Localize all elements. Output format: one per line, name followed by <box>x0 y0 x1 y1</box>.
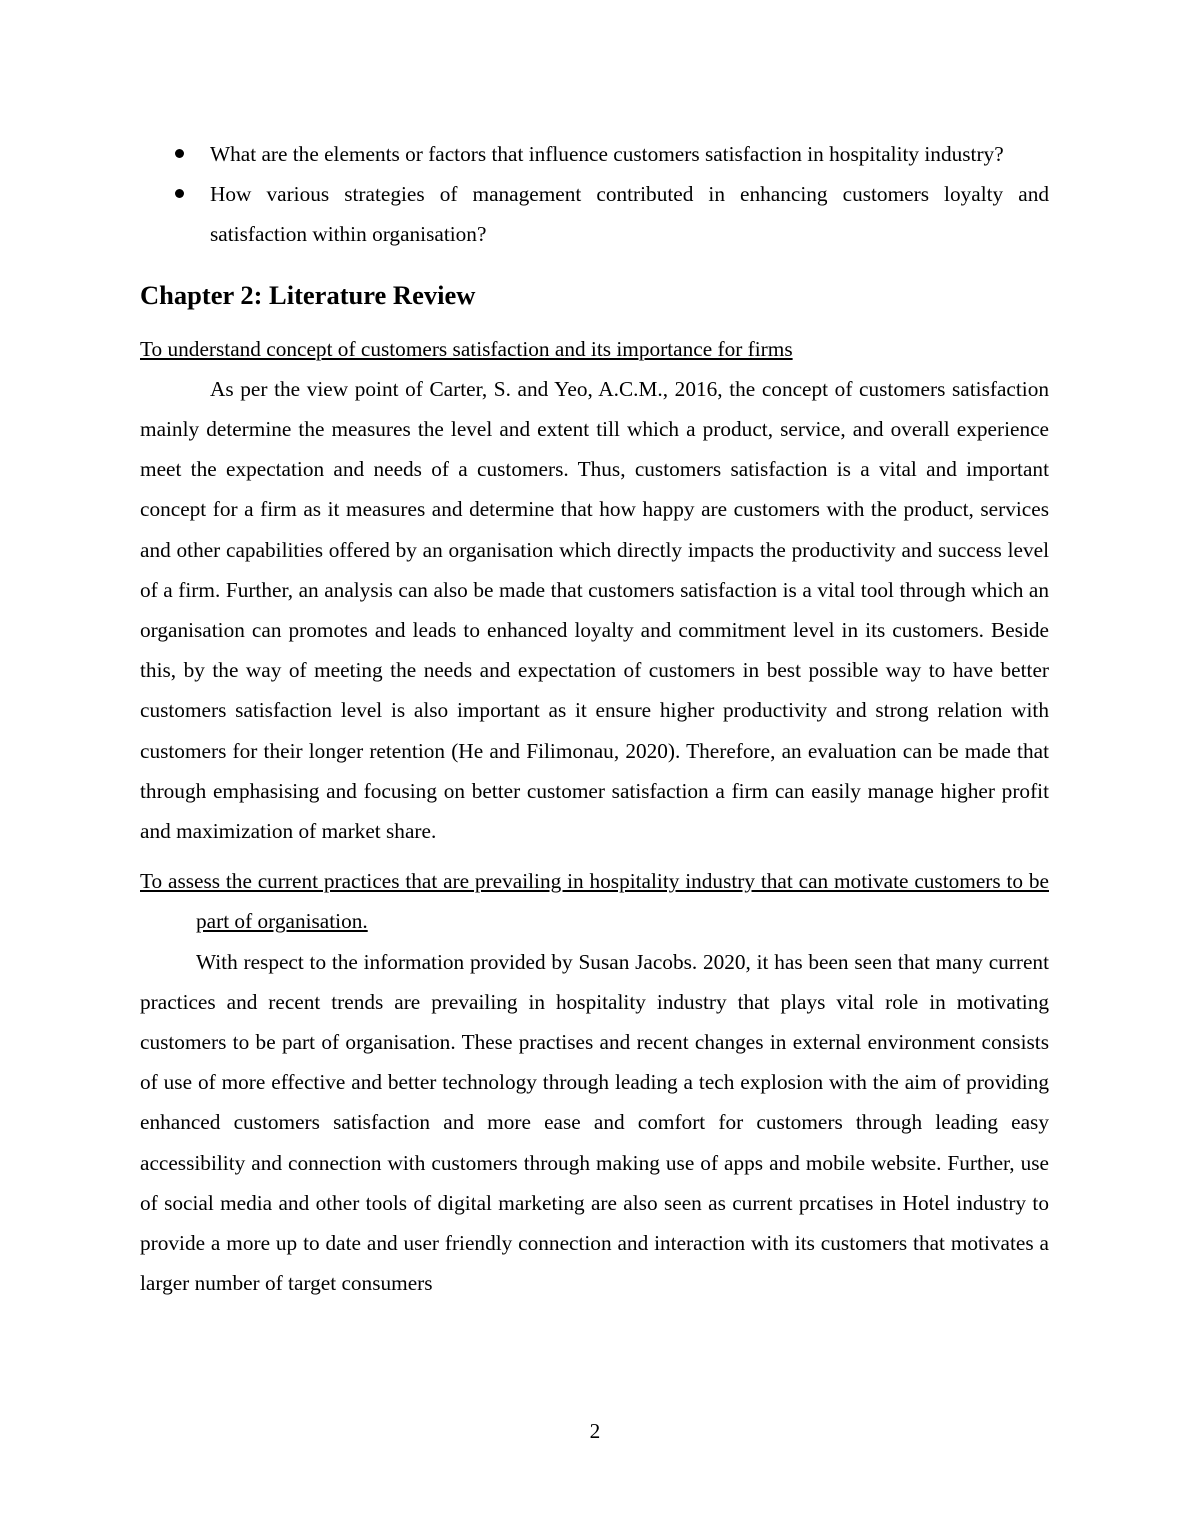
bullet-icon <box>175 189 184 198</box>
bullet-text: How various strategies of management contributed in enhancing customers loyalty and satisfaction within organisation? <box>210 182 1049 247</box>
chapter-title: Chapter 2: Literature Review <box>140 279 476 310</box>
page-number: 2 <box>589 1419 601 1443</box>
bullet-text: What are the elements or factors that influence customers satisfaction in hospitality industry? <box>210 142 1004 166</box>
document-page <box>140 134 1049 1303</box>
research-questions-list <box>140 134 1049 255</box>
list-item <box>140 174 1049 254</box>
list-item <box>140 134 1049 174</box>
section-heading-customer-satisfaction: To understand concept of customers satisfaction and its importance for firms <box>140 336 793 361</box>
section-paragraph-current-practices: With respect to the information provided by Susan Jacobs. 2020, it has been seen that many current practices and recent trends are prevailing in hospitality industry that plays vital role in motivating customers to be part of organisation. These practises and recent changes in external environment consists of use of more effective and better technology through leading a tech explosion with the aim of providing enhanced customers satisfaction and more ease and comfort for customers through leading easy accessibility and connection with customers through making use of apps and mobile website. Further, use of social media and other tools of digital marketing are also seen as current prcatises in Hotel industry to provide a more up to date and user friendly connection and interaction with its customers that motivates a larger number of target consumers <box>140 949 1049 1296</box>
section-paragraph-customer-satisfaction: As per the view point of Carter, S. and Yeo, A.C.M., 2016, the concept of customers satisfaction mainly determine the measures the level and extent till which a product, service, and overall experience meet the expectation and needs of a customers. Thus, customers satisfaction is a vital and important concept for a firm as it measures and determine that how happy are customers with the product, services and other capabilities offered by an organisation which directly impacts the productivity and success level of a firm. Further, an analysis can also be made that customers satisfaction is a vital tool through which an organisation can promotes and leads to enhanced loyalty and commitment level in its customers. Beside this, by the way of meeting the needs and expectation of customers in best possible way to have better customers satisfaction level is also important as it ensure higher productivity and strong relation with customers for their longer retention (He and Filimonau, 2020). Therefore, an evaluation can be made that through emphasising and focusing on better customer satisfaction a firm can easily manage higher profit and maximization of market share. <box>140 376 1049 844</box>
section-heading-current-practices: To assess the current practices that are prevailing in hospitality industry that can motivate customers to be part of organisation. <box>140 869 1049 934</box>
bullet-icon <box>175 149 184 158</box>
